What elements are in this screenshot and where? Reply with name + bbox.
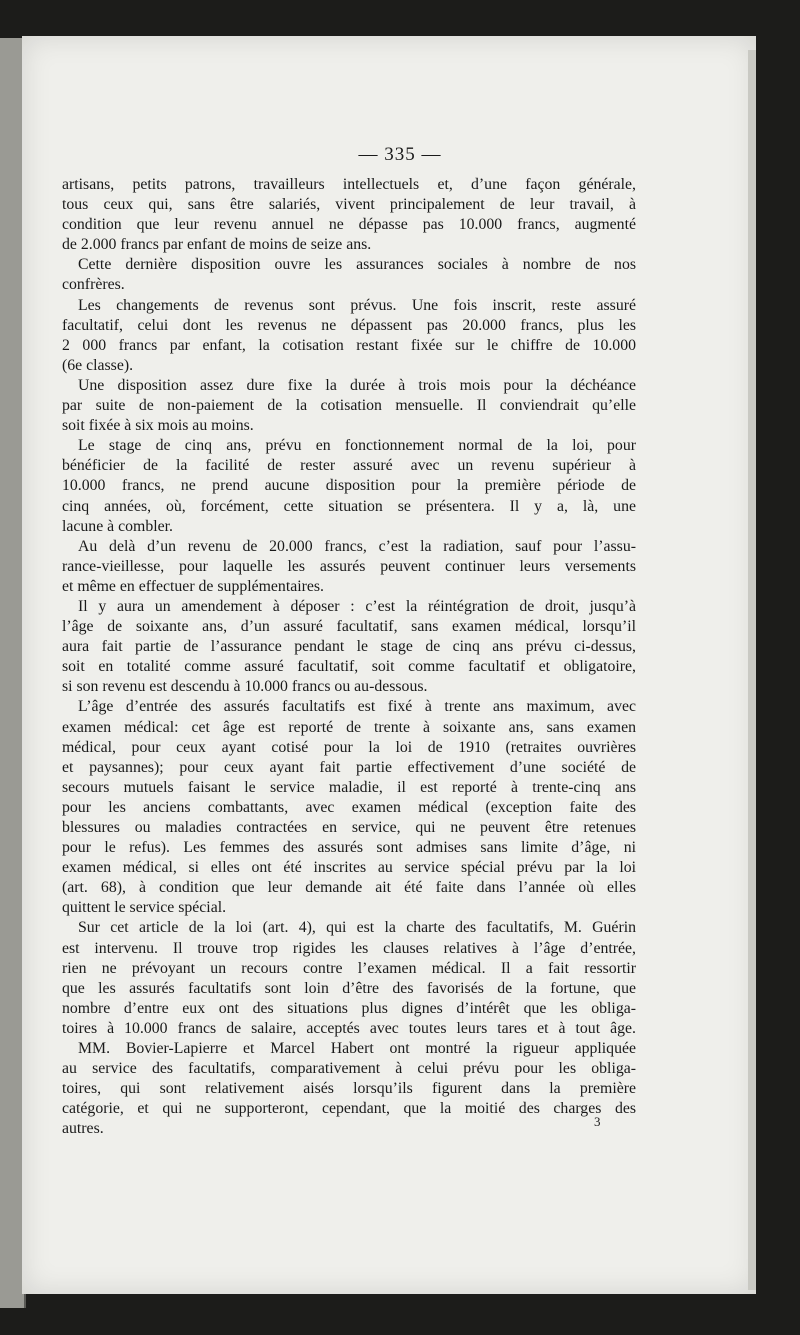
text-line: que les assurés facultatifs sont loin d’être des favorisés de la fortune, que bbox=[62, 979, 636, 997]
text-line: est intervenu. Il trouve trop rigides les clauses relatives à l’âge d’entrée, bbox=[62, 939, 636, 957]
text-line: artisans, petits patrons, travailleurs intellectuels et, d’une façon générale, bbox=[62, 176, 636, 193]
text-line: catégorie, et qui ne supporteront, cependant, que la moitié des charges des bbox=[62, 1100, 636, 1118]
text-line: toires, qui sont relativement aisés lorsqu’ils figurent dans la première bbox=[62, 1080, 636, 1098]
text-line: Les changements de revenus sont prévus. Une fois inscrit, reste assuré bbox=[78, 296, 636, 314]
text-line: et paysannes); pour ceux ayant fait partie effectivement d’une société de bbox=[62, 758, 636, 776]
text-line: toires à 10.000 francs de salaire, acceptés avec toutes leurs tares et à tout âge. bbox=[62, 1019, 636, 1037]
text-line: tous ceux qui, sans être salariés, vivent principalement de leur travail, à bbox=[62, 196, 636, 214]
text-line: de 2.000 francs par enfant de moins de seize ans. bbox=[62, 236, 372, 254]
text-line: rien ne prévoyant un recours contre l’examen médical. Il a fait ressortir bbox=[62, 959, 636, 977]
text-line: secours mutuels faisant le service maladie, il est reporté à trente-cinq ans bbox=[62, 778, 636, 796]
text-line: Une disposition assez dure fixe la durée à trois mois pour la déchéance bbox=[78, 376, 636, 394]
text-line: Le stage de cinq ans, prévu en fonctionnement normal de la loi, pour bbox=[78, 437, 636, 455]
text-line: Cette dernière disposition ouvre les assurances sociales à nombre de nos bbox=[78, 256, 636, 274]
text-line: médical, pour ceux ayant cotisé pour la loi de 1910 (retraites ouvrières bbox=[62, 738, 636, 756]
text-line: si son revenu est descendu à 10.000 francs ou au-dessous. bbox=[62, 678, 428, 696]
text-line: (art. 68), à condition que leur demande ait été faite dans l’année où elles bbox=[62, 879, 636, 897]
text-line: examen médical: cet âge est reporté de trente à soixante ans, sans examen bbox=[62, 718, 636, 736]
text-line: pour les anciens combattants, avec examen médical (exception faite des bbox=[62, 798, 636, 816]
body-text bbox=[62, 175, 636, 1140]
text-line: autres. bbox=[62, 1120, 104, 1138]
text-line: soit fixée à six mois au moins. bbox=[62, 417, 254, 435]
text-line: facultatif, celui dont les revenus ne dépassent pas 20.000 francs, plus les bbox=[62, 316, 636, 334]
page-number: — 335 — bbox=[358, 144, 442, 165]
text-line: rance-vieillesse, pour laquelle les assurés peuvent continuer leurs versements bbox=[62, 557, 636, 575]
text-line: (6e classe). bbox=[62, 356, 134, 374]
text-line: aura fait partie de l’assurance pendant le stage de cinq ans prévu ci-dessus, bbox=[62, 638, 636, 656]
text-line: confrères. bbox=[62, 276, 125, 294]
text-line: bénéficier de la facilité de rester assuré avec un revenu supérieur à bbox=[62, 457, 636, 475]
text-line: soit en totalité comme assuré facultatif, soit comme facultatif et obligatoire, bbox=[62, 658, 636, 676]
text-line: quittent le service spécial. bbox=[62, 899, 227, 917]
text-line: au service des facultatifs, comparativement à celui prévu pour les obliga- bbox=[62, 1060, 636, 1078]
text-line: pour le refus). Les femmes des assurés sont admises sans limite d’âge, ni bbox=[62, 839, 636, 857]
text-line: Au delà d’un revenu de 20.000 francs, c’est la radiation, sauf pour l’assu- bbox=[78, 537, 636, 555]
text-line: 2 000 francs par enfant, la cotisation restant fixée sur le chiffre de 10.000 bbox=[62, 336, 636, 354]
text-line: MM. Bovier-Lapierre et Marcel Habert ont montré la rigueur appliquée bbox=[78, 1040, 636, 1058]
text-line: Sur cet article de la loi (art. 4), qui est la charte des facultatifs, M. Guérin bbox=[78, 919, 636, 937]
text-line: L’âge d’entrée des assurés facultatifs est fixé à trente ans maximum, avec bbox=[78, 698, 636, 716]
text-line: nombre d’entre eux ont des situations plus dignes d’intérêt que les obliga- bbox=[62, 999, 636, 1017]
text-line: blessures ou maladies contractées en service, qui ne peuvent être retenues bbox=[62, 819, 636, 836]
text-line: 10.000 francs, ne prend aucune disposition pour la première période de bbox=[62, 477, 636, 495]
text-line: condition que leur revenu annuel ne dépasse pas 10.000 francs, augmenté bbox=[62, 216, 636, 234]
text-line: lacune à combler. bbox=[62, 517, 173, 535]
signature-mark: 3 bbox=[594, 1114, 601, 1129]
text-line: l’âge de soixante ans, d’un assuré facultatif, sans examen médical, lorsqu’il bbox=[62, 618, 636, 636]
text-line: examen médical, si elles ont été inscrites au service spécial prévu par la loi bbox=[62, 859, 636, 877]
text-line: cinq années, où, forcément, cette situation se présentera. Il y a, là, une bbox=[62, 497, 636, 515]
text-line: par suite de non-paiement de la cotisation mensuelle. Il conviendrait qu’elle bbox=[62, 397, 636, 415]
text-line: Il y aura un amendement à déposer : c’est la réintégration de droit, jusqu’à bbox=[78, 597, 636, 615]
text-line: et même en effectuer de supplémentaires. bbox=[62, 577, 324, 595]
page-edge bbox=[748, 50, 756, 1290]
